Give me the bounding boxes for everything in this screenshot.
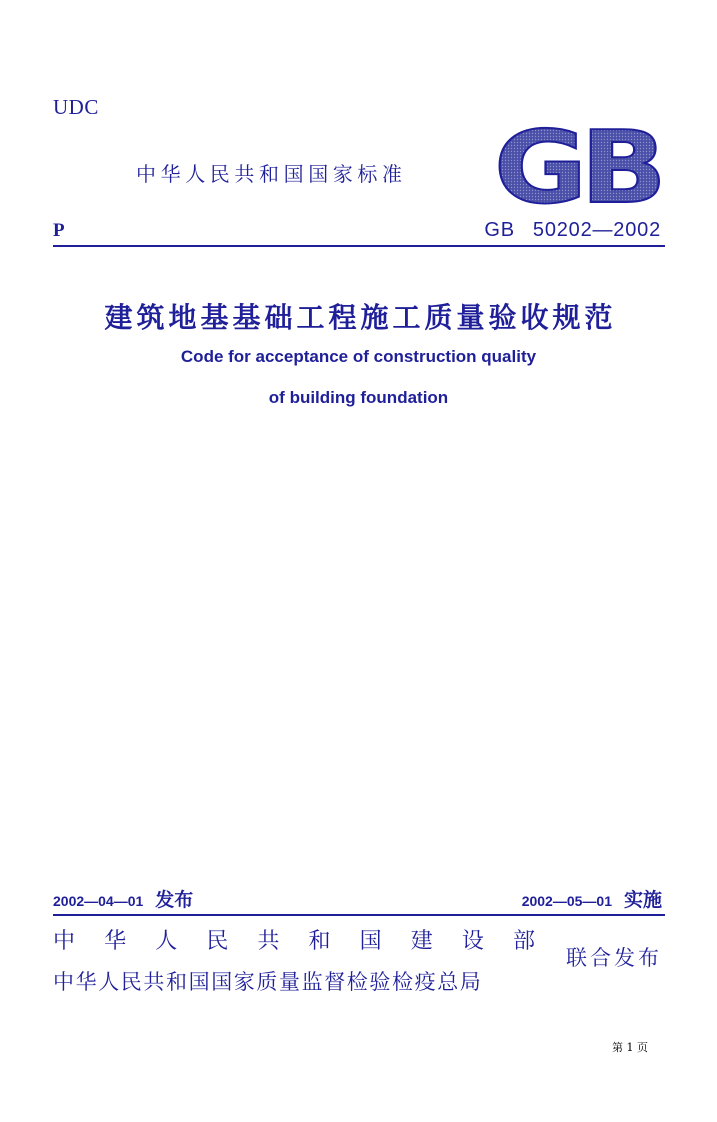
classification-code: P [53,220,65,241]
title-english-line2: of building foundation [268,388,449,407]
department-1-char: 建 [410,929,433,954]
department-1-char: 共 [257,929,280,954]
national-standard-heading: 中华人民共和国国家标准 [136,162,407,186]
implement-date: 2002—05—01 [521,893,612,909]
department-1-char: 国 [359,929,382,954]
issue-date-block [53,885,193,912]
footer-divider [53,914,665,916]
title-chinese: 建筑地基基础工程施工质量验收规范 [104,301,617,334]
department-1-char: 华 [104,929,127,954]
implement-date-block [522,885,662,912]
udc-label: UDC [53,95,99,119]
page-number: 第 1 页 [612,1041,648,1054]
department-1-char: 部 [512,929,535,954]
standard-prefix: GB [484,219,515,241]
joint-issue-label: 联合发布 [566,946,662,970]
department-1-char: 和 [308,929,331,954]
department-1-char: 人 [155,929,178,954]
header-divider [53,245,665,247]
issue-label: 发布 [155,889,194,911]
department-1-char: 中 [53,929,76,954]
department-1-char: 设 [461,929,484,954]
department-1 [53,924,535,955]
standard-number [484,219,661,242]
standard-code: 50202—2002 [532,219,661,241]
issue-date: 2002—04—01 [53,893,144,909]
title-english-line1: Code for acceptance of construction quality [180,347,537,366]
department-2: 中华人民共和国国家质量监督检验检疫总局 [53,970,483,994]
gb-logo-text: GB [494,120,660,206]
department-1-char: 民 [206,929,229,954]
gb-logo [492,120,662,206]
implement-label: 实施 [623,889,662,911]
